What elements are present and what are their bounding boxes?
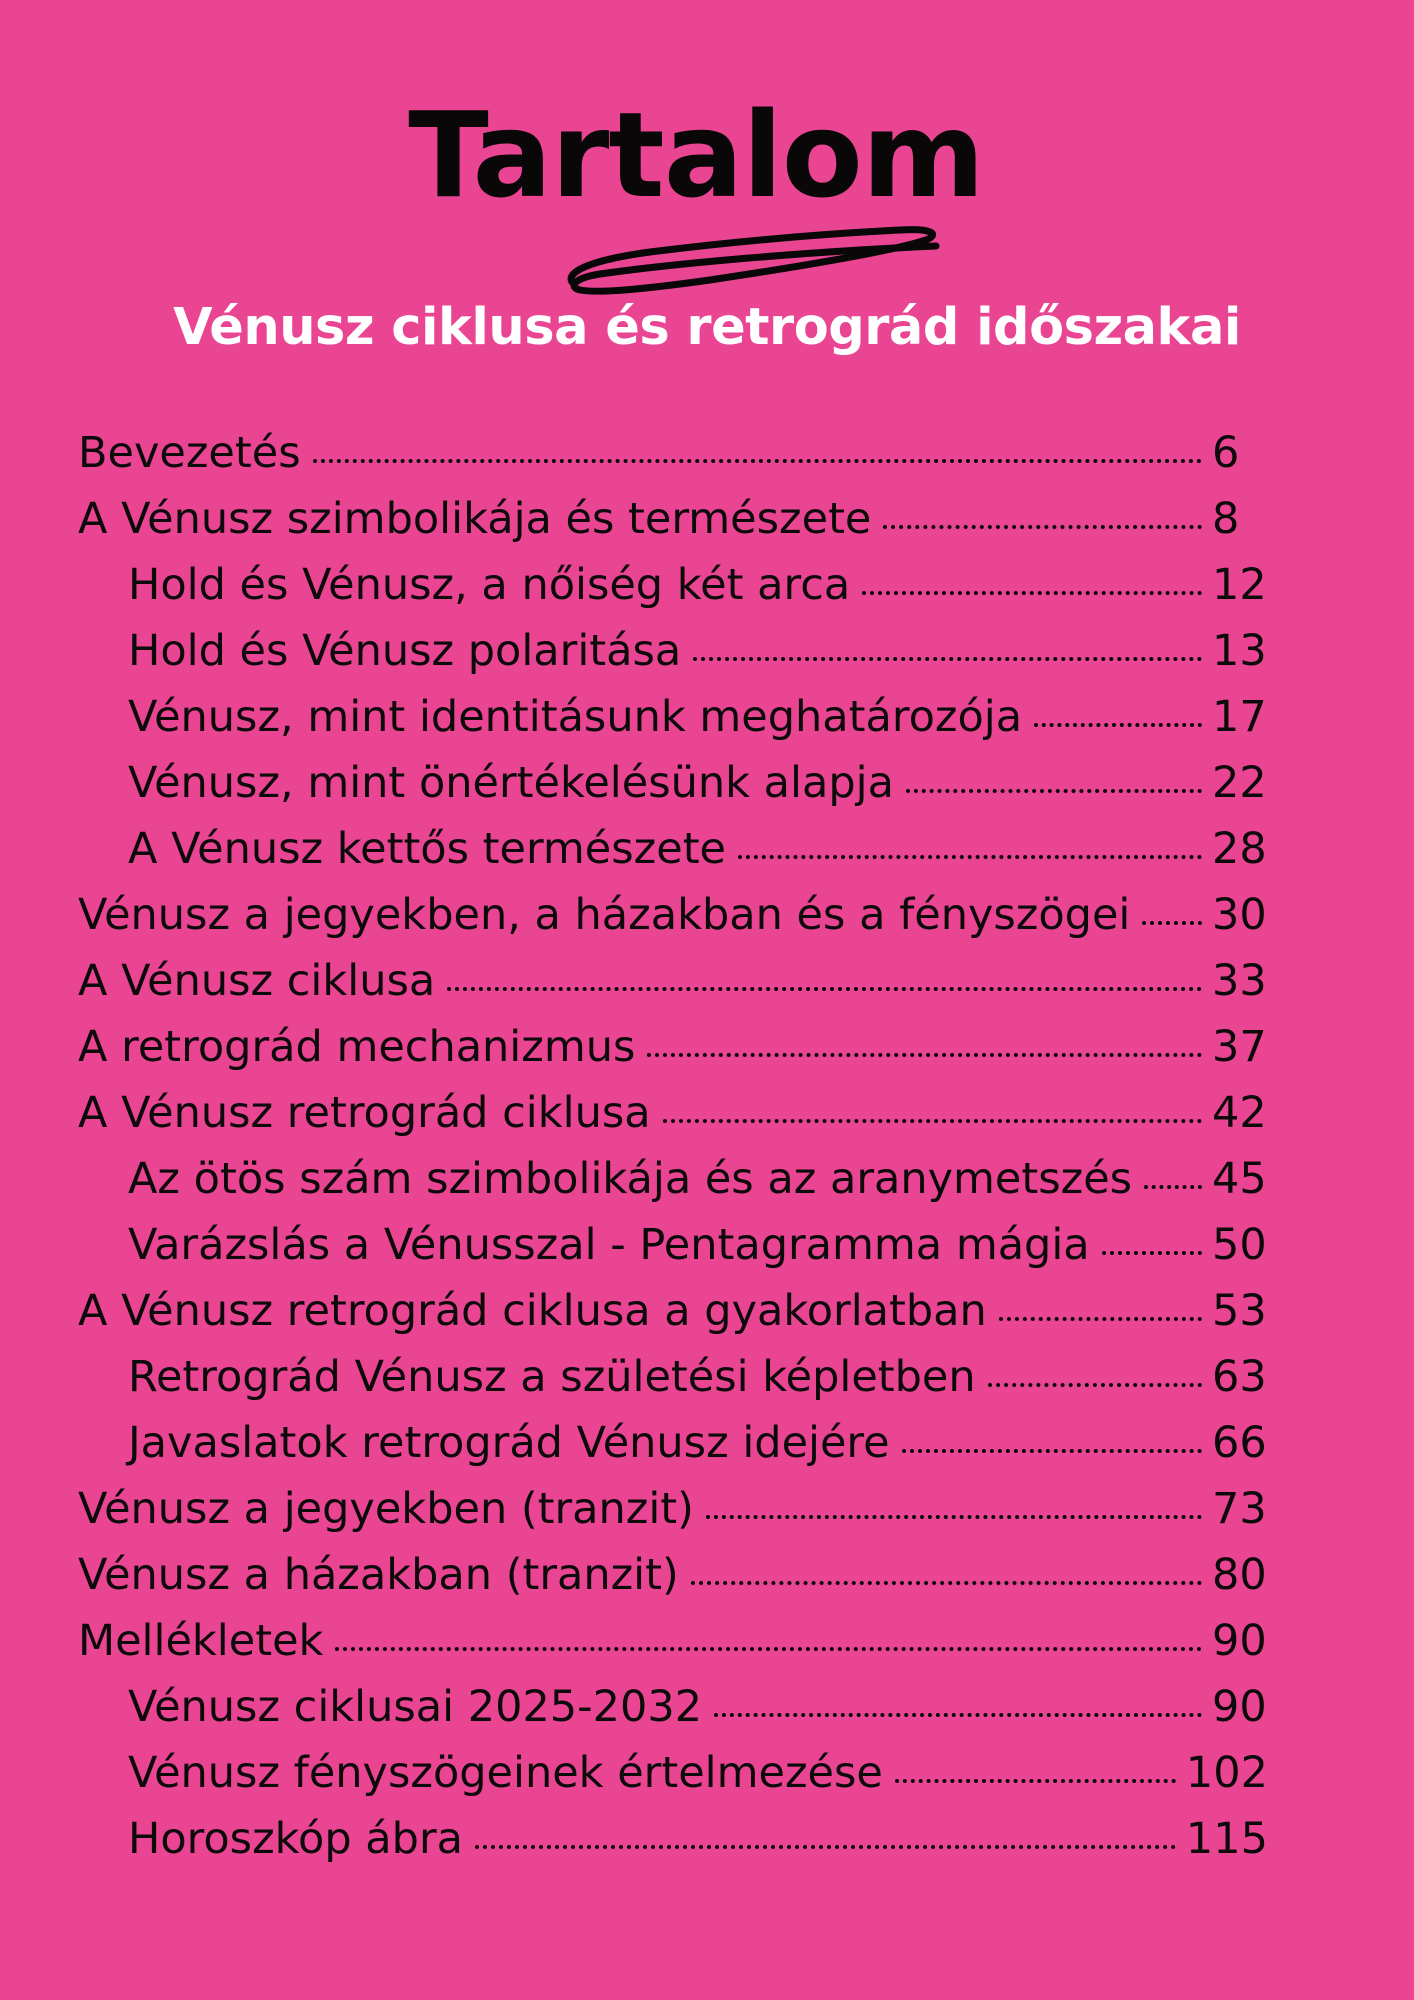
toc-entry[interactable] <box>78 552 1268 618</box>
toc-entry-title: A Vénusz ciklusa <box>78 956 436 1006</box>
table-of-contents <box>78 420 1268 1872</box>
toc-entry[interactable] <box>78 618 1268 684</box>
dot-leader <box>447 987 1202 991</box>
toc-entry-page-number: 90 <box>1212 1682 1267 1732</box>
dot-leader <box>1102 1251 1202 1255</box>
dot-leader <box>902 1449 1202 1453</box>
title-underline-swash <box>560 212 946 304</box>
dot-leader <box>862 591 1202 595</box>
dot-leader <box>714 1713 1202 1717</box>
toc-entry[interactable] <box>78 1476 1268 1542</box>
toc-entry-page-number: 66 <box>1212 1418 1267 1468</box>
dot-leader <box>1142 921 1202 925</box>
dot-leader <box>691 1581 1202 1585</box>
toc-entry[interactable] <box>78 1608 1268 1674</box>
toc-entry[interactable] <box>78 750 1268 816</box>
dot-leader <box>663 1119 1202 1123</box>
toc-entry-page-number: 50 <box>1212 1220 1267 1270</box>
dot-leader <box>883 525 1202 529</box>
toc-entry-page-number: 115 <box>1185 1814 1268 1864</box>
toc-entry[interactable] <box>78 1410 1268 1476</box>
dot-leader <box>999 1317 1202 1321</box>
toc-entry-page-number: 13 <box>1212 626 1267 676</box>
toc-entry-page-number: 53 <box>1212 1286 1267 1336</box>
dot-leader <box>706 1515 1202 1519</box>
toc-entry-title: Hold és Vénusz, a nőiség két arca <box>128 560 851 610</box>
toc-entry-title: Javaslatok retrográd Vénusz idejére <box>128 1418 890 1468</box>
toc-entry-page-number: 42 <box>1212 1088 1267 1138</box>
dot-leader <box>895 1779 1176 1783</box>
page-subtitle: Vénusz ciklusa és retrográd időszakai <box>173 298 1241 357</box>
toc-entry[interactable] <box>78 1344 1268 1410</box>
toc-entry-page-number: 90 <box>1212 1616 1267 1666</box>
toc-entry-page-number: 45 <box>1212 1154 1267 1204</box>
toc-entry[interactable] <box>78 1542 1268 1608</box>
toc-entry-page-number: 12 <box>1212 560 1267 610</box>
toc-entry-title: Bevezetés <box>78 428 301 478</box>
toc-entry-title: A Vénusz szimbolikája és természete <box>78 494 872 544</box>
toc-entry-page-number: 22 <box>1212 758 1267 808</box>
toc-entry[interactable] <box>78 420 1268 486</box>
toc-entry[interactable] <box>78 1212 1268 1278</box>
toc-entry[interactable] <box>78 1080 1268 1146</box>
toc-entry[interactable] <box>78 948 1268 1014</box>
toc-entry-page-number: 28 <box>1212 824 1267 874</box>
toc-entry-title: Retrográd Vénusz a születési képletben <box>128 1352 976 1402</box>
toc-entry-title: Varázslás a Vénusszal - Pentagramma mágia <box>128 1220 1090 1270</box>
toc-entry[interactable] <box>78 882 1268 948</box>
toc-entry[interactable] <box>78 486 1268 552</box>
toc-entry-title: A Vénusz kettős természete <box>128 824 727 874</box>
toc-entry-title: Vénusz ciklusai 2025-2032 <box>128 1682 703 1732</box>
toc-entry-title: Hold és Vénusz polaritása <box>128 626 682 676</box>
toc-entry[interactable] <box>78 816 1268 882</box>
toc-entry-title: A Vénusz retrográd ciklusa a gyakorlatban <box>78 1286 987 1336</box>
dot-leader <box>988 1383 1202 1387</box>
dot-leader <box>475 1845 1176 1849</box>
dot-leader <box>647 1053 1202 1057</box>
toc-entry-title: Vénusz a házakban (tranzit) <box>78 1550 679 1600</box>
toc-entry-page-number: 33 <box>1212 956 1267 1006</box>
dot-leader <box>313 459 1202 463</box>
toc-entry[interactable] <box>78 1806 1268 1872</box>
toc-entry-page-number: 80 <box>1212 1550 1267 1600</box>
toc-entry-page-number: 30 <box>1212 890 1267 940</box>
toc-entry-title: Vénusz fényszögeinek értelmezése <box>128 1748 883 1798</box>
toc-entry-title: Vénusz a jegyekben, a házakban és a fényszögei <box>78 890 1131 940</box>
toc-entry-title: Horoszkóp ábra <box>128 1814 463 1864</box>
dot-leader <box>738 855 1202 859</box>
toc-entry[interactable] <box>78 1146 1268 1212</box>
toc-entry[interactable] <box>78 684 1268 750</box>
toc-entry[interactable] <box>78 1740 1268 1806</box>
dot-leader <box>335 1647 1202 1651</box>
toc-entry-page-number: 73 <box>1212 1484 1267 1534</box>
toc-entry-page-number: 17 <box>1212 692 1267 742</box>
dot-leader <box>906 789 1202 793</box>
toc-entry-page-number: 102 <box>1185 1748 1268 1798</box>
toc-entry-page-number: 37 <box>1212 1022 1267 1072</box>
toc-entry-title: Vénusz a jegyekben (tranzit) <box>78 1484 694 1534</box>
toc-entry-title: A Vénusz retrográd ciklusa <box>78 1088 651 1138</box>
toc-entry-title: A retrográd mechanizmus <box>78 1022 636 1072</box>
toc-entry-page-number: 8 <box>1212 494 1240 544</box>
toc-entry-page-number: 6 <box>1212 428 1240 478</box>
toc-entry-page-number: 63 <box>1212 1352 1267 1402</box>
dot-leader <box>693 657 1202 661</box>
toc-entry-title: Vénusz, mint identitásunk meghatározója <box>128 692 1023 742</box>
toc-entry-title: Az ötös szám szimbolikája és az aranymetszés <box>128 1154 1133 1204</box>
dot-leader <box>1034 723 1202 727</box>
dot-leader <box>1144 1185 1202 1189</box>
toc-entry[interactable] <box>78 1674 1268 1740</box>
toc-entry-title: Vénusz, mint önértékelésünk alapja <box>128 758 894 808</box>
toc-entry[interactable] <box>78 1278 1268 1344</box>
toc-entry-title: Mellékletek <box>78 1616 324 1666</box>
toc-entry[interactable] <box>78 1014 1268 1080</box>
page-title: Tartalom <box>408 86 984 224</box>
